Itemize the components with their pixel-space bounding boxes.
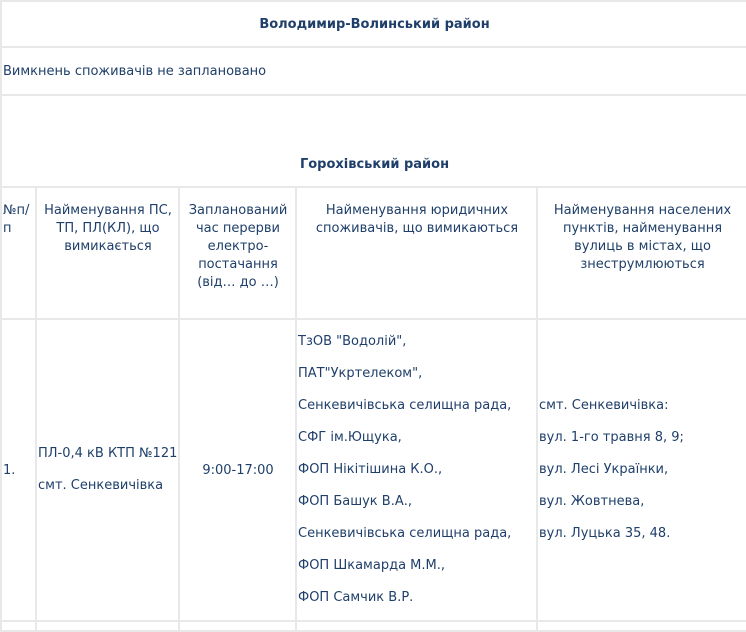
legal-consumer: Сенкевичівська селищна рада, bbox=[298, 526, 512, 541]
header-num: №п/п bbox=[1, 187, 36, 319]
header-time: Запланований час перерви електро-постачання (від… до …) bbox=[179, 187, 296, 319]
table-row bbox=[1, 319, 746, 621]
object-line: ПЛ-0,4 кВ КТП №121 bbox=[38, 446, 178, 461]
legal-consumer: ФОП Самчик В.Р. bbox=[298, 590, 414, 605]
legal-consumer: ФОП Шкамарда М.М., bbox=[298, 558, 445, 573]
place-line: вул. 1-го травня 8, 9; bbox=[539, 430, 684, 445]
place-line: вул. Лесі Українки, bbox=[539, 462, 669, 477]
district-title-volodymyr: Володимир-Волинський район bbox=[1, 1, 746, 47]
row-num: 1. bbox=[1, 319, 36, 621]
legal-consumer: Сенкевичівська селищна рада, bbox=[298, 398, 512, 413]
header-legal: Найменування юридичних споживачів, що вимикаються bbox=[296, 187, 537, 319]
row-time: 9:00-17:00 bbox=[179, 319, 296, 621]
table-row-partial bbox=[1, 621, 746, 631]
row-object bbox=[36, 319, 179, 621]
legal-consumer: ТзОВ "Водолій", bbox=[298, 334, 407, 349]
header-places: Найменування населених пунктів, найменування вулиць в містах, що знеструмлюються bbox=[537, 187, 746, 319]
place-line: вул. Жовтнева, bbox=[539, 494, 645, 509]
district-title-horokhiv: Горохівський район bbox=[1, 95, 746, 187]
row-legal bbox=[296, 319, 537, 621]
legal-consumer: ФОП Нікітішина К.О., bbox=[298, 462, 443, 477]
header-object: Найменування ПС, ТП, ПЛ(КЛ), що вимикається bbox=[36, 187, 179, 319]
no-outage-note: Вимкнень споживачів не заплановано bbox=[1, 47, 746, 95]
legal-consumer: ПАТ"Укртелеком", bbox=[298, 366, 423, 381]
place-line: вул. Луцька 35, 48. bbox=[539, 526, 671, 541]
legal-consumer: ФОП Башук В.А., bbox=[298, 494, 412, 509]
object-line: смт. Сенкевичівка bbox=[38, 478, 164, 493]
legal-consumer: СФГ ім.Ющука, bbox=[298, 430, 402, 445]
row-places bbox=[537, 319, 746, 621]
place-line: смт. Сенкевичівка: bbox=[539, 398, 669, 413]
